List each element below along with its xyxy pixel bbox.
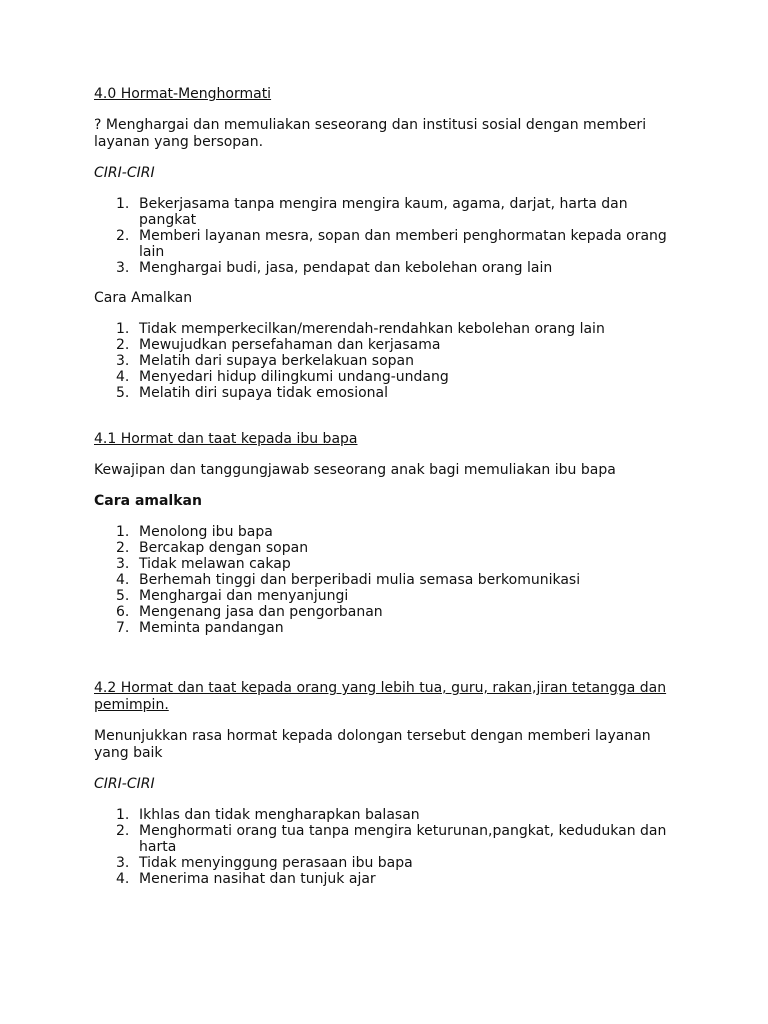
section-4-0-title: 4.0 Hormat-Menghormati [94, 86, 272, 102]
list-item: 2. Memberi layanan mesra, sopan dan memberi penghormatan kepada orang lain [116, 228, 667, 260]
section-4-0-ciri-heading: CIRI-CIRI [94, 165, 155, 181]
list-item: 2. Mewujudkan persefahaman dan kerjasama [116, 337, 441, 353]
list-item: 3. Menghargai budi, jasa, pendapat dan kebolehan orang lain [116, 260, 553, 276]
list-item: 2. Bercakap dengan sopan [116, 540, 309, 556]
list-item: 3. Tidak melawan cakap [116, 556, 291, 572]
list-item: 3. Melatih dari supaya berkelakuan sopan [116, 353, 414, 369]
list-item: 1. Bekerjasama tanpa mengira mengira kaum, agama, darjat, harta dan pangkat [116, 196, 628, 228]
section-4-0-ciri-list [94, 196, 674, 276]
list-item: 6. Mengenang jasa dan pengorbanan [116, 604, 383, 620]
list-item: 1. Ikhlas dan tidak mengharapkan balasan [116, 807, 420, 823]
list-item: 7. Meminta pandangan [116, 620, 284, 636]
section-4-2-title: 4.2 Hormat dan taat kepada orang yang lebih tua, guru, rakan,jiran tetangga dan pemimpin. [94, 680, 667, 713]
section-4-0-cara-heading: Cara Amalkan [94, 290, 193, 306]
list-item: 4. Menyedari hidup dilingkumi undang-undang [116, 369, 449, 385]
section-4-1-title: 4.1 Hormat dan taat kepada ibu bapa [94, 431, 358, 447]
list-item: 1. Tidak memperkecilkan/merendah-rendahkan kebolehan orang lain [116, 321, 605, 337]
section-4-1-cara-heading: Cara amalkan [94, 493, 202, 509]
list-item: 5. Menghargai dan menyanjungi [116, 588, 349, 604]
section-4-2-intro: Menunjukkan rasa hormat kepada dolongan tersebut dengan memberi layanan yang baik [94, 728, 651, 761]
list-item: 2. Menghormati orang tua tanpa mengira keturunan,pangkat, kedudukan dan harta [116, 823, 667, 855]
section-4-2-ciri-list [94, 807, 674, 887]
section-4-1-cara-list [94, 524, 674, 636]
section-4-2-ciri-heading: CIRI-CIRI [94, 776, 155, 792]
list-item: 4. Menerima nasihat dan tunjuk ajar [116, 871, 376, 887]
section-4-1-intro: Kewajipan dan tanggungjawab seseorang anak bagi memuliakan ibu bapa [94, 462, 616, 478]
section-4-0-cara-list [94, 321, 674, 401]
section-4-0-intro: ? Menghargai dan memuliakan seseorang dan institusi sosial dengan memberi layanan yang bersopan. [94, 117, 647, 150]
list-item: 5. Melatih diri supaya tidak emosional [116, 385, 388, 401]
list-item: 4. Berhemah tinggi dan berperibadi mulia semasa berkomunikasi [116, 572, 581, 588]
list-item: 3. Tidak menyinggung perasaan ibu bapa [116, 855, 413, 871]
list-item: 1. Menolong ibu bapa [116, 524, 273, 540]
